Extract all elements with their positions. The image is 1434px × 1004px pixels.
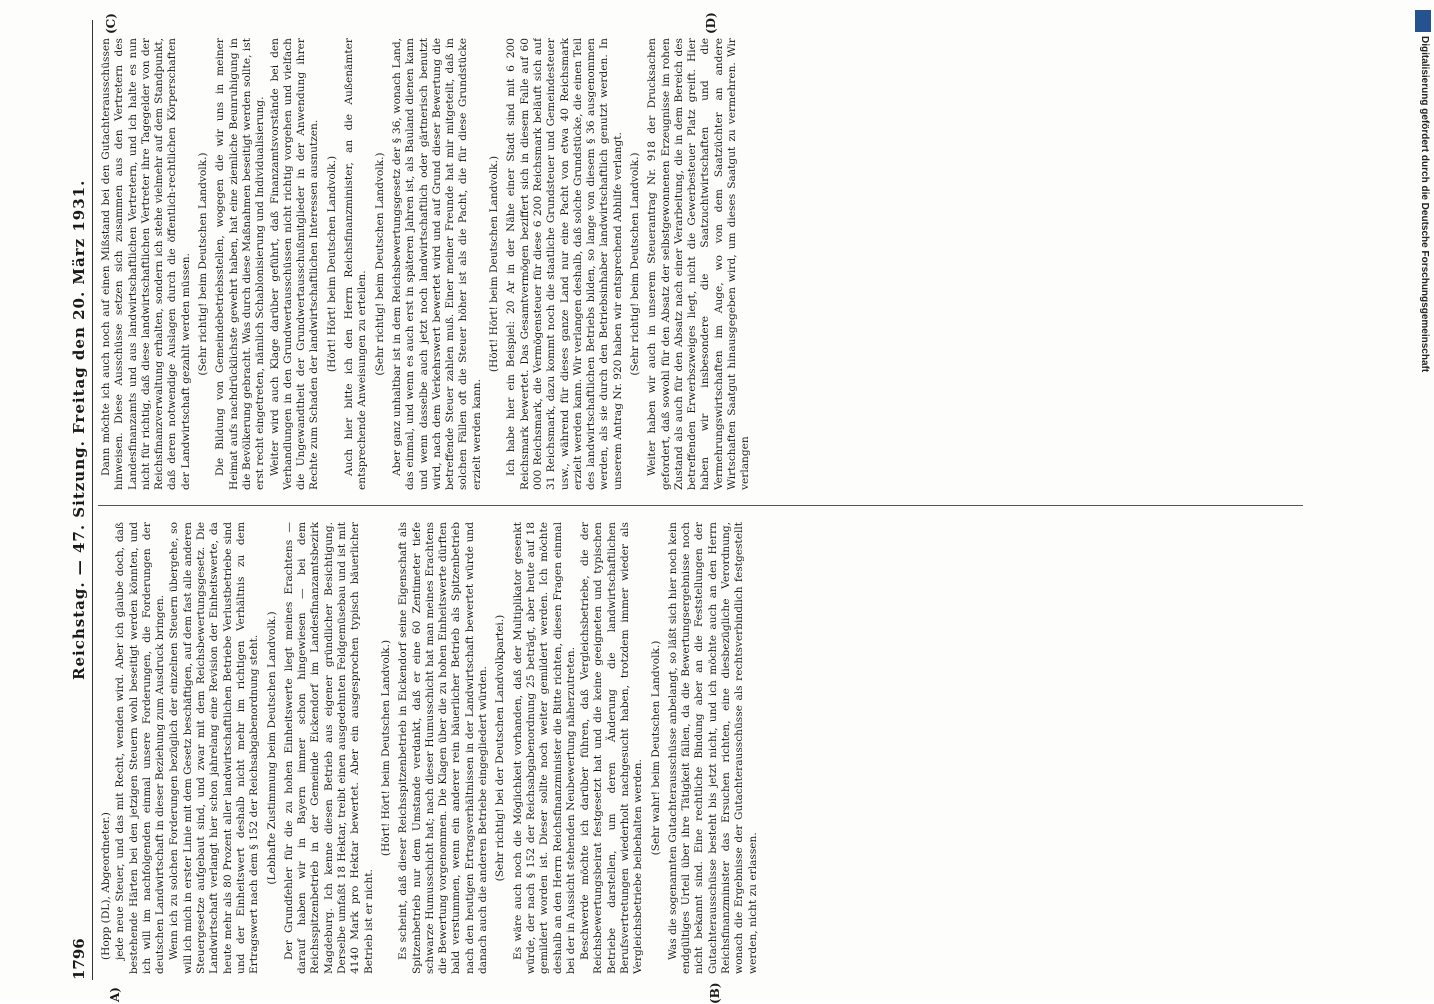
paragraph: Es scheint, daß dieser Reichsspitzenbetrieb in Eickendorf seine Eigenschaft als Spitzenbetrieb nur dem Umstande verdankt, daß er eine 60 Zentimeter tiefe schwarze Humusschicht hat; nach dieser Humusschicht hat man meines Erachtens die Bewertung vorgenommen. Die Klagen über die zu hohen Einheitswerte dürften bald verstummen, wenn ein anderer rein bäuerlicher Betrieb als Spitzenbetrieb nach den heutigen Ertragsverhältnissen in der Landwirtschaft bewertet würde und danach auch die anderen Betriebe eingegliedert würden. — [397, 522, 490, 974]
interjection: (Sehr richtig! bei der Deutschen Landvolkpartei.) — [494, 522, 507, 974]
paragraph: Beschwerde möchte ich darüber führen, daß Vergleichsbetriebe, die der Reichsbewertungsbeirat festgesetzt hat und die keine geeigneten und typischen Betriebe darstellen, um deren Änderung die landwirtschaftlichen Berufsvertretungen wiederholt nachgesucht haben, trotzdem immer wieder als Vergleichsbetriebe beibehalten werden. — [579, 522, 645, 974]
paragraph: Weiter wird auch Klage darüber geführt, daß Finanzamtsvorstände bei den Verhandlungen in den Grundwertausschüssen nicht richtig vorgehen und vielfach die Ungewandtheit der Grundwertausschußmitglieder in der Anwendung ihrer Rechte zum Schaden der landwirtschaftlichen Interessen ausnutzen. — [269, 38, 322, 490]
paragraph: Der Grundfehler für die zu hohen Einheitswerte liegt meines Erachtens — darauf haben wir in Bayern immer schon hingewiesen — bei dem Reichsspitzenbetrieb in der Gemeinde Eickendorf im Landesfinanzamtsbezirk Magdeburg. Ich kenne diesen Betrieb aus eigener gründlicher Besichtigung. Derselbe umfaßt 18 Hektar, treibt einen ausgedehnten Feldgemüsebau und ist mit 4140 Mark pro Hektar bewertet. Aber ein ausgesprochen typisch bäuerlicher Betrieb ist er nicht. — [283, 522, 376, 974]
interjection: (Hört! Hört! beim Deutschen Landvolk.) — [488, 38, 501, 490]
paragraph: Die Bildung von Gemeindebetriebsstellen, wogegen die wir uns in meiner Heimat aufs nachdrücklichste gewehrt haben, hat eine ziemliche Beunruhigung in die Bevölkerung gebracht. Was durch diese Maßnahmen beseitigt werden sollte, ist erst recht eingetreten, nämlich Schablonisierung und Individualisierung. — [214, 38, 267, 490]
interjection: (Sehr richtig! beim Deutschen Landvolk.) — [629, 38, 642, 490]
sidebar-credit: Digitalisierung gefördert durch die Deutsche Forschungsgemeinschaft — [1419, 36, 1430, 372]
header-rule — [92, 20, 93, 980]
paragraph: Wenn ich zu solchen Forderungen bezüglich der einzelnen Steuern übergehe, so will ich mich in erster Linie mit dem Gesetz beschäftigen, auf dem fast alle anderen Steuergesetze aufgebaut sind, und zwar mit dem Reichsbewertungsgesetz. Die Landwirtschaft verlangt hier schon jahrelang eine Revision der Einheitswerte, da heute mehr als 80 Prozent aller landwirtschaftlichen Betriebe Verlustbetriebe sind und der Einheitswert deshalb nicht mehr im richtigen Verhältnis zu dem Ertragswert nach dem § 152 der Reichsabgabenordnung steht. — [168, 522, 261, 974]
margin-mark-b: (B) — [708, 983, 722, 1004]
interjection: (Hört! Hört! beim Deutschen Landvolk.) — [380, 522, 393, 974]
interjection: (Sehr richtig! beim Deutschen Landvolk.) — [197, 38, 210, 490]
margin-mark-a: A) — [108, 987, 122, 1002]
left-column — [100, 522, 1300, 974]
interjection: (Sehr wahr! beim Deutschen Landvolk.) — [650, 522, 663, 974]
right-column — [100, 38, 1300, 490]
paragraph: jede neue Steuer, und das mit Recht, wenden wird. Aber ich glaube doch, daß bestehende Härten bei den jetzigen Steuern wohl beseitigt werden könnten, und ich will im nachfolgenden einmal unsere Forderungen, die Forderungen der deutschen Landwirtschaft in dieser Beziehung zum Ausdruck bringen. — [114, 522, 167, 974]
interjection: (Lebhafte Zustimmung beim Deutschen Landvolk.) — [266, 522, 279, 974]
rotated-document-page — [68, 20, 1308, 980]
paragraph: Es wäre auch noch die Möglichkeit vorhanden, daß der Multiplikator gesenkt würde, der nach § 152 der Reichsabgabenordnung 25 beträgt, aber heute auf 18 gemildert worden ist. Dieser sollte noch weiter gemildert werden. Ich möchte deshalb an den Herrn Reichsfinanzminister die Bitte richten, diesen Fragen einmal bei der in Aussicht stehenden Neubewertung näherzutreten. — [512, 522, 578, 974]
margin-mark-c: (C) — [104, 13, 118, 34]
interjection: (Sehr richtig! beim Deutschen Landvolk.) — [374, 38, 387, 490]
page-number: 1796 — [70, 938, 88, 980]
paragraph: Auch hier bitte ich den Herrn Reichsfinanzminister, an die Außenämter entsprechende Anweisungen zu erteilen. — [343, 38, 370, 490]
page-title: Reichstag. — 47. Sitzung. Freitag den 20. März 1931. — [70, 180, 88, 680]
margin-mark-d: (D) — [704, 12, 718, 34]
dfg-logo — [1415, 10, 1431, 32]
sidebar — [1414, 6, 1432, 996]
paragraph: Weiter haben wir auch in unserem Steuerantrag Nr. 918 der Drucksachen gefordert, daß sowohl für den Absatz der selbstgewonnenen Erzeugnisse im rohen Zustand als auch für den Absatz nach einer Verarbeitung, die in dem Bereich des betreffenden Erwerbszweiges liegt, nicht die Gewerbesteuer Platz greift. Hier haben wir insbesondere die Saatzuchtwirtschaften und die Vermehrungswirtschaften im Auge, wo von dem Saatzüchter an andere Wirtschaften Saatgut hinausgegeben wird, um dieses Saatgut zu vermehren. Wir verlangen — [646, 38, 752, 490]
paragraph: Ich habe hier ein Beispiel: 20 Ar in der Nähe einer Stadt sind mit 6 200 Reichsmark bewertet. Das Gesamtvermögen beziffert sich in diesem Falle auf 60 000 Reichsmark, die Vermögensteuer für diese 6 200 Reichsmark beläuft sich auf 31 Reichsmark, dazu kommt noch die staatliche Grundsteuer und Gemeindesteuer usw., während für dieses ganze Land nur eine Pacht von etwa 40 Reichsmark erzielt werden kann. Wir verlangen deshalb, daß solche Grundstücke, die einen Teil des landwirtschaftlichen Betriebs bilden, so lange von diesem § 36 ausgenommen werden, als sie durch den Betriebsinhaber landwirtschaftlich genutzt werden. In unserem Antrag Nr. 920 haben wir entsprechend Abhilfe verlangt. — [505, 38, 625, 490]
paragraph: Was die sogenannten Gutachterausschüsse anbelangt, so läßt sich hier noch kein endgültiges Urteil über ihre Tätigkeit fällen, da die Bewertungsergebnisse noch nicht bekannt sind. Eine rechtliche Bindung aber an die Feststellungen der Gutachterausschüsse besteht bis jetzt nicht, und ich möchte auch an den Herrn Reichsfinanzminister das Ersuchen richten, eine diesbezügliche Verordnung, wonach die Ergebnisse der Gutachterausschüsse als rechtsverbindlich festgestellt werden, nicht zu erlassen. — [667, 522, 760, 974]
page-header — [68, 20, 94, 980]
paragraph: (Hopp (DL), Abgeordneter.) — [100, 522, 113, 974]
paragraph: Aber ganz unhaltbar ist in dem Reichsbewertungsgesetz der § 36, wonach Land, das einmal, und wenn es auch erst in späteren Jahren ist, als Bauland dienen kann und wenn dasselbe auch jetzt noch landwirtschaftlich oder gärtnerisch benutzt wird, nach dem Verkehrswert bewertet wird und auf Grund dieser Bewertung die betreffende Steuer zahlen muß. Einer meiner Freunde hat mir mitgeteilt, daß in solchen Fällen oft die Steuer höher ist als die Pacht, die für diese Grundstücke erzielt werden kann. — [391, 38, 484, 490]
interjection: (Hört! Hört! beim Deutschen Landvolk.) — [326, 38, 339, 490]
paragraph: Dann möchte ich auch noch auf einen Mißstand bei den Gutachterausschüssen hinweisen. Diese Ausschüsse setzen sich zusammen aus den Vertretern des Landesfinanzamts und aus landwirtschaftlichen Vertretern, und ich halte es nun nicht für richtig, daß diese landwirtschaftlichen Vertreter ihre Tagegelder von der Reichsfinanzverwaltung erhalten, sondern ich stehe vielmehr auf dem Standpunkt, daß deren notwendige Auslagen durch die öffentlich-rechtlichen Körperschaften der Landwirtschaft gezahlt werden müssen. — [100, 38, 193, 490]
column-divider — [98, 505, 1303, 506]
